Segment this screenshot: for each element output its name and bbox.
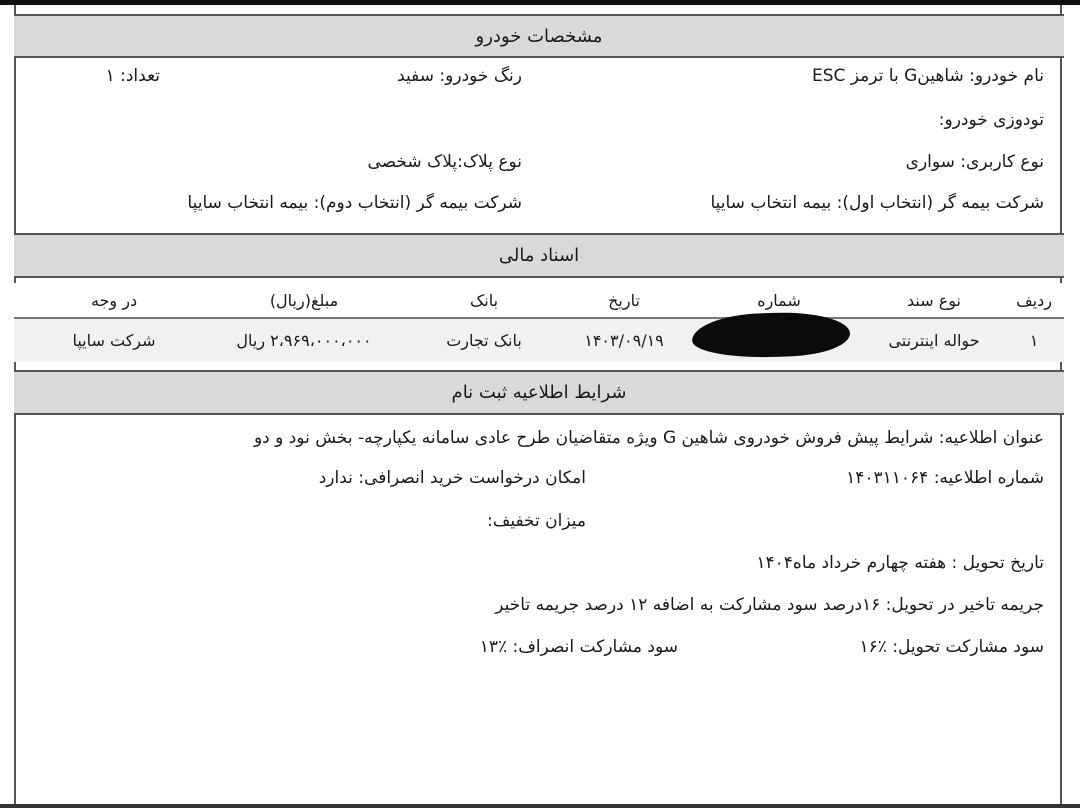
section-header-conditions	[14, 370, 1064, 415]
delivery-date: تاریخ تحویل : هفته چهارم خرداد ماه۱۴۰۴	[756, 553, 1044, 573]
cell-index: ۱	[1029, 331, 1039, 350]
col-doc-type: نوع سند	[907, 290, 961, 310]
col-date: تاریخ	[608, 290, 640, 310]
bottom-border	[0, 804, 1080, 808]
vehicle-count: تعداد: ۱	[105, 66, 160, 86]
delay-penalty: جریمه تاخیر در تحویل: ۱۶درصد سود مشارکت به اضافه ۱۲ درصد جریمه تاخیر	[495, 595, 1044, 615]
notice-number: شماره اطلاعیه: ۱۴۰۳۱۱۰۶۴	[846, 468, 1044, 488]
section-title-financial: اسناد مالی	[498, 245, 580, 266]
cancel-request: امکان درخواست خرید انصرافی: ندارد	[318, 468, 586, 488]
vehicle-interior: تودوزی خودرو:	[938, 110, 1044, 130]
insurer-second: شرکت بیمه گر (انتخاب دوم): بیمه انتخاب سایپا	[187, 193, 522, 213]
cell-date: ۱۴۰۳/۰۹/۱۹	[584, 331, 664, 350]
cell-payee: شرکت سایپا	[72, 331, 156, 350]
vehicle-name: نام خودرو: شاهینG با ترمز ESC	[811, 66, 1044, 86]
section-title-conditions: شرایط اطلاعیه ثبت نام	[451, 382, 627, 403]
table-header-row	[14, 283, 1064, 319]
section-header-vehicle	[14, 14, 1064, 58]
vehicle-usage: نوع کاربری: سواری	[905, 152, 1044, 172]
col-payee: در وجه	[90, 290, 138, 310]
col-bank: بانک	[469, 290, 499, 310]
discount: میزان تخفیف:	[487, 511, 586, 531]
cell-amount: ۲،۹۶۹،۰۰۰،۰۰۰ ریال	[236, 331, 372, 350]
section-title-vehicle: مشخصات خودرو	[475, 25, 603, 47]
notice-title: عنوان اطلاعیه: شرایط پیش فروش خودروی شاهین G ویژه متقاضیان طرح عادی سامانه یکپارچه- بخش نود و دو	[253, 428, 1044, 448]
insurer-first: شرکت بیمه گر (انتخاب اول): بیمه انتخاب سایپا	[710, 193, 1044, 213]
cell-bank: بانک تجارت	[446, 331, 522, 350]
delivery-profit: سود مشارکت تحویل: ٪۱۶	[859, 637, 1044, 657]
col-amount: مبلغ(ریال)	[269, 290, 339, 310]
table-row	[14, 319, 1064, 362]
cell-doc-type: حواله اینترنتی	[888, 331, 980, 350]
section-header-financial	[14, 233, 1064, 278]
col-index: ردیف	[1016, 290, 1052, 310]
vehicle-color: رنگ خودرو: سفید	[397, 66, 522, 86]
vehicle-plate: نوع پلاک:پلاک شخصی	[367, 152, 522, 172]
cancel-profit: سود مشارکت انصراف: ٪۱۳	[479, 637, 678, 657]
col-number: شماره	[757, 290, 801, 310]
